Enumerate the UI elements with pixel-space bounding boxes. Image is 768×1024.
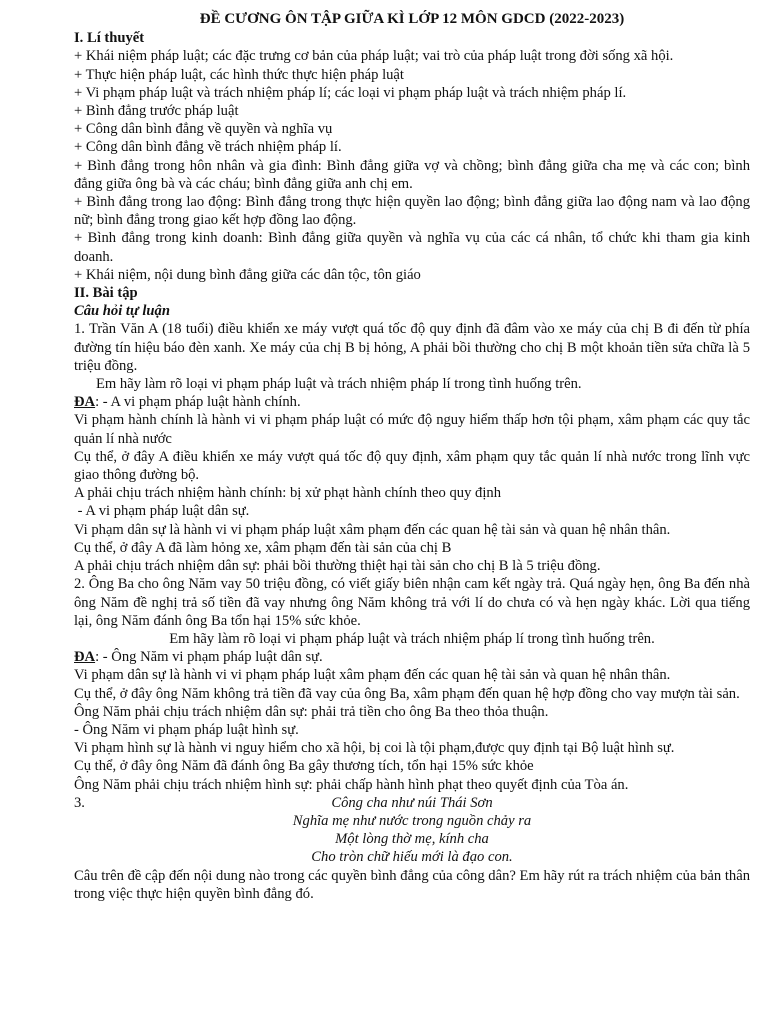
theory-item: + Công dân bình đẳng về trách nhiệm pháp lí. bbox=[74, 139, 342, 156]
question-2-answer-intro bbox=[74, 648, 750, 666]
theory-heading: I. Lí thuyết bbox=[74, 30, 145, 47]
answer-line: A phải chịu trách nhiệm dân sự: phải bồi thường thiệt hại tài sản cho chị B là 5 triệu đồng. bbox=[74, 558, 601, 575]
answer-first-line: : - A vi phạm pháp luật hành chính. bbox=[95, 394, 301, 411]
theory-item: + Bình đẳng trong kinh doanh: Bình đẳng giữa quyền và nghĩa vụ của các cá nhân, tổ chức khi tham gia kinh doanh. bbox=[74, 230, 750, 265]
question-3-text: Câu trên đề cập đến nội dung nào trong các quyền bình đẳng của công dân? Em hãy rút ra trách nhiệm của bản thân trong việc thực hiện quyền bình đẳng đó. bbox=[74, 867, 750, 902]
answer-first-line: : - Ông Năm vi phạm pháp luật dân sự. bbox=[95, 649, 323, 666]
poem-line: Một lòng thờ mẹ, kính cha bbox=[335, 831, 489, 848]
answer-line: Cụ thể, ở đây ông Năm đã đánh ông Ba gây thương tích, tổn hại 15% sức khỏe bbox=[74, 758, 534, 775]
theory-item: + Công dân bình đẳng về quyền và nghĩa vụ bbox=[74, 121, 333, 138]
answer-line: Vi phạm dân sự là hành vi vi phạm pháp luật xâm phạm đến các quan hệ tài sản và quan hệ nhân thân. bbox=[74, 667, 671, 684]
question-1-text: 1. Trần Văn A (18 tuổi) điều khiển xe máy vượt quá tốc độ quy định đã đâm vào xe máy của chị B đi đến từ phía đường tín hiệu báo đèn xanh. Xe máy của chị B bị hỏng, A phải bồi thường cho chị B một khoản tiền sửa chữa là 5 triệu đồng. bbox=[74, 321, 750, 374]
answer-line: Vi phạm dân sự là hành vi vi phạm pháp luật xâm phạm đến các quan hệ tài sản và quan hệ nhân thân. bbox=[74, 521, 671, 538]
question-1-prompt: Em hãy làm rõ loại vi phạm pháp luật và trách nhiệm pháp lí trong tình huống trên. bbox=[96, 376, 582, 393]
answer-label: ĐA bbox=[74, 649, 96, 666]
question-3-number: 3. bbox=[74, 794, 85, 811]
answer-line: Cụ thể, ở đây A đã làm hỏng xe, xâm phạm đến tài sản của chị B bbox=[74, 539, 452, 556]
poem-line: Công cha như núi Thái Sơn bbox=[331, 794, 493, 811]
theory-item: + Thực hiện pháp luật, các hình thức thực hiện pháp luật bbox=[74, 66, 404, 83]
answer-label: ĐA bbox=[74, 394, 96, 411]
theory-item: + Khái niệm pháp luật; các đặc trưng cơ bản của pháp luật; vai trò của pháp luật trong đời sống xã hội. bbox=[74, 48, 674, 65]
essay-questions-heading: Câu hỏi tự luận bbox=[74, 303, 170, 320]
answer-line: Vi phạm hình sự là hành vi nguy hiểm cho xã hội, bị coi là tội phạm,được quy định tại Bộ luật hình sự. bbox=[74, 740, 675, 757]
answer-line: A phải chịu trách nhiệm hành chính: bị xử phạt hành chính theo quy định bbox=[74, 485, 501, 502]
poem-line: Cho tròn chữ hiếu mới là đạo con. bbox=[311, 849, 513, 866]
answer-line: - A vi phạm pháp luật dân sự. bbox=[74, 503, 250, 520]
theory-item: + Khái niệm, nội dung bình đẳng giữa các dân tộc, tôn giáo bbox=[74, 266, 421, 283]
theory-item: + Bình đẳng trong lao động: Bình đẳng trong thực hiện quyền lao động; bình đẳng giữa lao động nam và lao động nữ; bình đẳng trong giao kết hợp đồng lao động. bbox=[74, 194, 750, 229]
exercises-heading: II. Bài tập bbox=[74, 285, 138, 302]
answer-line: Vi phạm hành chính là hành vi vi phạm pháp luật có mức độ nguy hiểm thấp hơn tội phạm, xâm phạm các quy tắc quản lí nhà nước bbox=[74, 412, 750, 447]
question-2-prompt: Em hãy làm rõ loại vi phạm pháp luật và trách nhiệm pháp lí trong tình huống trên. bbox=[169, 630, 655, 647]
answer-line: Ông Năm phải chịu trách nhiệm hình sự: phải chấp hành hình phạt theo quyết định của Tòa án. bbox=[74, 776, 629, 793]
document-title: ĐỀ CƯƠNG ÔN TẬP GIỮA KÌ LỚP 12 MÔN GDCD (2022-2023) bbox=[199, 11, 625, 27]
answer-line: Ông Năm phải chịu trách nhiệm dân sự: phải trả tiền cho ông Ba theo thỏa thuận. bbox=[74, 703, 549, 720]
answer-line: Cụ thể, ở đây ông Năm không trả tiền đã vay của ông Ba, xâm phạm đến quan hệ hợp đồng cho vay mượn tài sản. bbox=[74, 685, 740, 702]
theory-item: + Vi phạm pháp luật và trách nhiệm pháp lí; các loại vi phạm pháp luật và trách nhiệm pháp lí. bbox=[74, 84, 627, 101]
answer-line: Cụ thể, ở đây A điều khiển xe máy vượt quá tốc độ quy định, xâm phạm quy tắc quản lí nhà nước trong lĩnh vực giao thông đường bộ. bbox=[74, 448, 750, 484]
theory-item: + Bình đẳng trong hôn nhân và gia đình: Bình đẳng giữa vợ và chồng; bình đẳng giữa cha mẹ và các con; bình đẳng giữa ông bà và các cháu; bình đẳng giữa anh chị em. bbox=[74, 157, 750, 192]
question-3-block bbox=[74, 794, 750, 867]
theory-item: + Bình đẳng trước pháp luật bbox=[74, 103, 239, 120]
answer-line: - Ông Năm vi phạm pháp luật hình sự. bbox=[74, 721, 299, 738]
question-1-answer-intro bbox=[74, 393, 750, 411]
poem-line: Nghĩa mẹ như nước trong nguồn chảy ra bbox=[292, 812, 532, 829]
question-2-text: 2. Ông Ba cho ông Năm vay 50 triệu đồng, có viết giấy biên nhận cam kết ngày trả. Quá ngày hẹn, ông Ba đến nhà ông Năm đề nghị trả số tiền đã vay nhưng ông Năm không trả với lí do chưa có và hẹn ngày khác. Lời qua tiếng lại, ông Năm đánh ông Ba tổn hại 15% sức khỏe. bbox=[74, 576, 750, 629]
